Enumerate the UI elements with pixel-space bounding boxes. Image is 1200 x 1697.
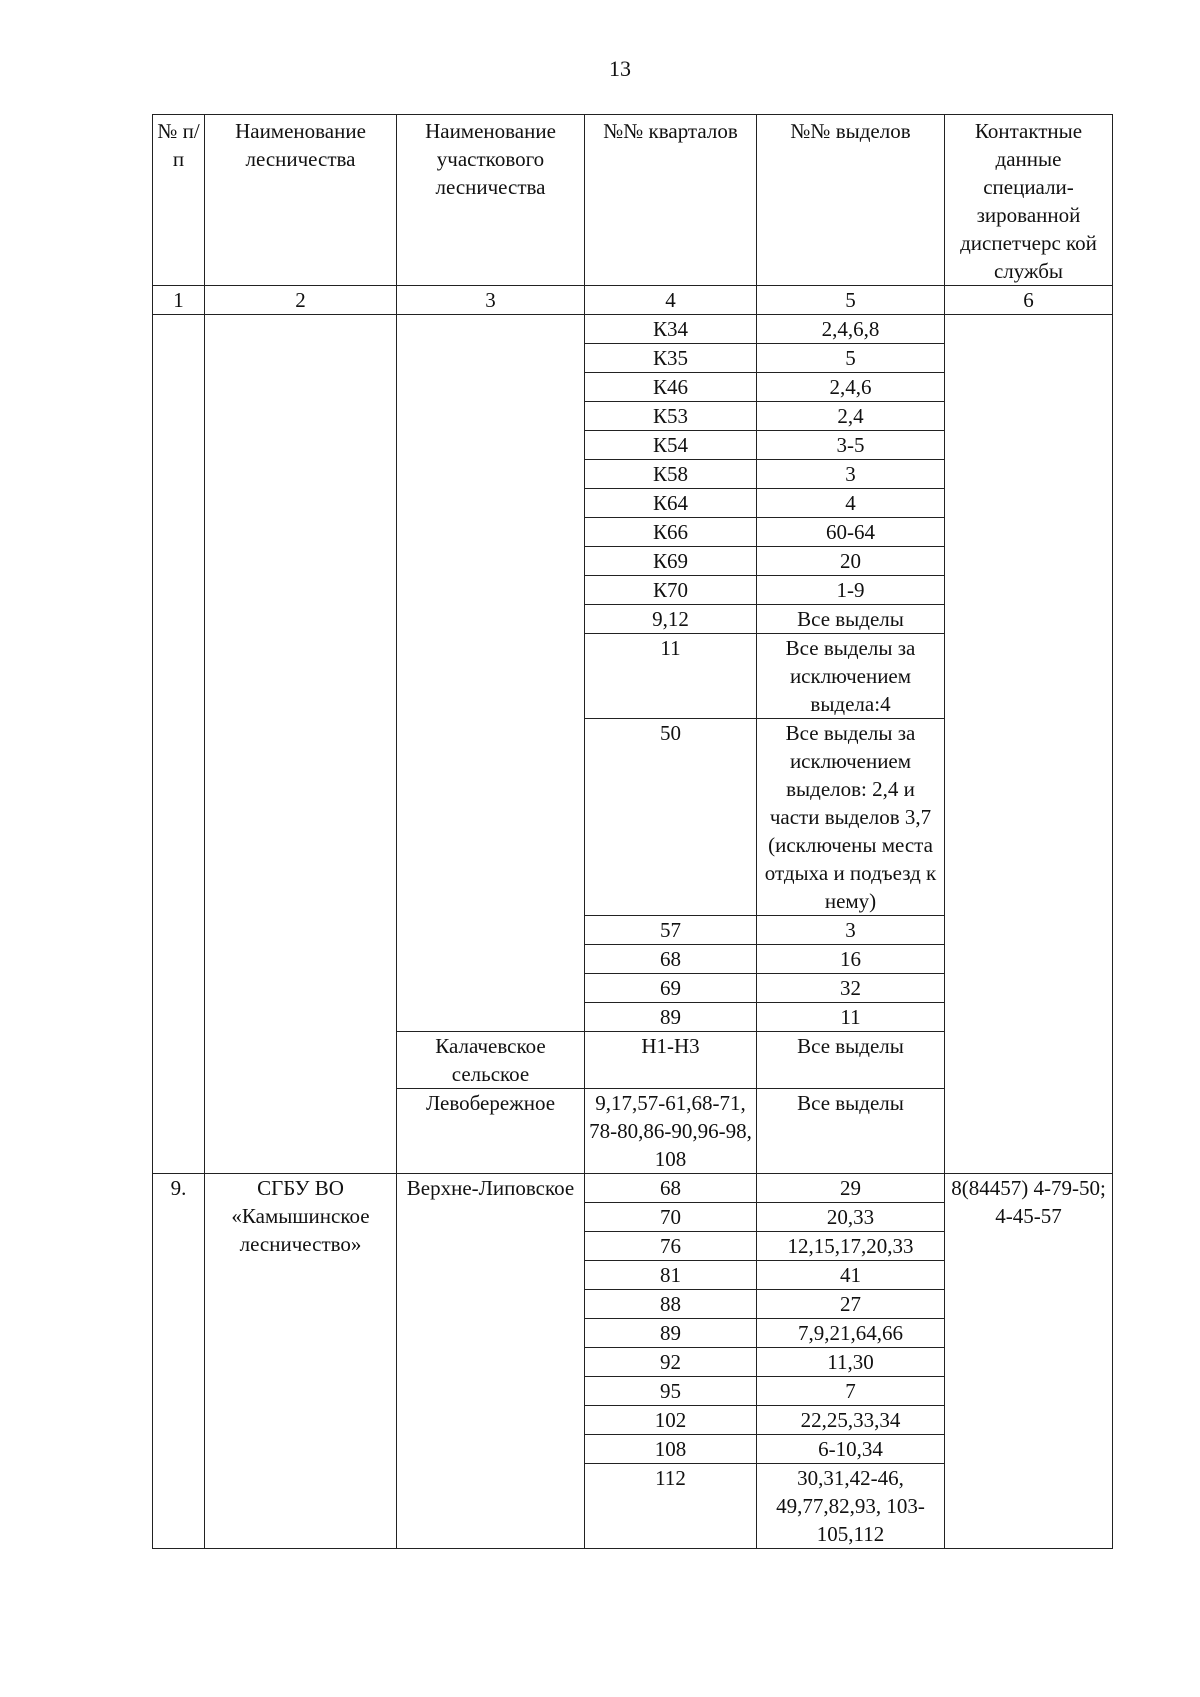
header-number: № п/п	[153, 115, 205, 286]
cell-quarter: 89	[585, 1319, 757, 1348]
cell-quarter: 69	[585, 974, 757, 1003]
cell-contacts-empty	[945, 315, 1113, 1174]
cell-quarter: К66	[585, 518, 757, 547]
cell-allotments: 4	[757, 489, 945, 518]
cell-allotments: 6-10,34	[757, 1435, 945, 1464]
cell-quarter: К53	[585, 402, 757, 431]
column-number: 5	[757, 286, 945, 315]
cell-district-empty	[397, 315, 585, 1032]
column-number: 3	[397, 286, 585, 315]
cell-quarter: К54	[585, 431, 757, 460]
cell-district-levober: Левобережное	[397, 1089, 585, 1174]
header-district-forestry-name: Наименование участкового лесничества	[397, 115, 585, 286]
table-row	[153, 1174, 1113, 1203]
cell-forestry-name: СГБУ ВО «Камышинское лесничество»	[205, 1174, 397, 1549]
cell-allotments: Все выделы за исключением выделов: 2,4 и части выделов 3,7 (исключены места отдыха и подъезд к нему)	[757, 719, 945, 916]
cell-quarter: 88	[585, 1290, 757, 1319]
cell-allotments: 22,25,33,34	[757, 1406, 945, 1435]
cell-allotments: 3-5	[757, 431, 945, 460]
header-contacts: Контактные данные специали-зированной диспетчерс кой службы	[945, 115, 1113, 286]
header-quarters: №№ кварталов	[585, 115, 757, 286]
table-row	[153, 315, 1113, 344]
cell-allotments: Все выделы	[757, 1089, 945, 1174]
cell-allotments: 20,33	[757, 1203, 945, 1232]
cell-allotments: 30,31,42-46, 49,77,82,93, 103-105,112	[757, 1464, 945, 1549]
cell-quarter: 70	[585, 1203, 757, 1232]
cell-quarter: 68	[585, 1174, 757, 1203]
header-row	[153, 115, 1113, 286]
cell-allotments: 2,4,6	[757, 373, 945, 402]
cell-quarter: 95	[585, 1377, 757, 1406]
header-forestry-name: Наименование лесничества	[205, 115, 397, 286]
cell-allotments: 5	[757, 344, 945, 373]
cell-quarter: 68	[585, 945, 757, 974]
column-number: 2	[205, 286, 397, 315]
cell-quarter: 102	[585, 1406, 757, 1435]
cell-allotments: 20	[757, 547, 945, 576]
cell-allotments: 3	[757, 460, 945, 489]
cell-allotments: 2,4,6,8	[757, 315, 945, 344]
cell-quarter: К70	[585, 576, 757, 605]
cell-quarter: К69	[585, 547, 757, 576]
column-number: 4	[585, 286, 757, 315]
forest-table	[152, 114, 1113, 1549]
cell-quarter: К46	[585, 373, 757, 402]
cell-allotments: 1-9	[757, 576, 945, 605]
cell-allotments: 60-64	[757, 518, 945, 547]
page-number: 13	[609, 56, 631, 81]
cell-allotments: Все выделы	[757, 1032, 945, 1089]
cell-allotments: 7	[757, 1377, 945, 1406]
column-number: 6	[945, 286, 1113, 315]
cell-number-empty	[153, 315, 205, 1174]
cell-allotments: 32	[757, 974, 945, 1003]
cell-allotments: 3	[757, 916, 945, 945]
cell-allotments: 27	[757, 1290, 945, 1319]
cell-quarter: 76	[585, 1232, 757, 1261]
cell-quarter: К35	[585, 344, 757, 373]
cell-quarter: 108	[585, 1435, 757, 1464]
cell-quarter: 9,17,57-61,68-71, 78-80,86-90,96-98, 108	[585, 1089, 757, 1174]
cell-allotments: 11,30	[757, 1348, 945, 1377]
cell-quarter: К64	[585, 489, 757, 518]
cell-number: 9.	[153, 1174, 205, 1549]
cell-allotments: 7,9,21,64,66	[757, 1319, 945, 1348]
column-number-row	[153, 286, 1113, 315]
cell-allotments: 29	[757, 1174, 945, 1203]
cell-allotments: 11	[757, 1003, 945, 1032]
cell-quarter: 57	[585, 916, 757, 945]
cell-allotments: Все выделы	[757, 605, 945, 634]
cell-forestry-empty	[205, 315, 397, 1174]
cell-allotments: 2,4	[757, 402, 945, 431]
cell-allotments: Все выделы за исключением выдела:4	[757, 634, 945, 719]
cell-quarter: Н1-Н3	[585, 1032, 757, 1089]
cell-quarter: 92	[585, 1348, 757, 1377]
cell-quarter: 81	[585, 1261, 757, 1290]
cell-quarter: 9,12	[585, 605, 757, 634]
cell-quarter: 11	[585, 634, 757, 719]
cell-allotments: 12,15,17,20,33	[757, 1232, 945, 1261]
cell-allotments: 16	[757, 945, 945, 974]
cell-contacts: 8(84457) 4-79-50; 4-45-57	[945, 1174, 1113, 1549]
cell-quarter: 89	[585, 1003, 757, 1032]
cell-quarter: К34	[585, 315, 757, 344]
column-number: 1	[153, 286, 205, 315]
cell-allotments: 41	[757, 1261, 945, 1290]
cell-quarter: К58	[585, 460, 757, 489]
header-allotments: №№ выделов	[757, 115, 945, 286]
cell-quarter: 112	[585, 1464, 757, 1549]
cell-quarter: 50	[585, 719, 757, 916]
cell-district-name: Верхне-Липовское	[397, 1174, 585, 1549]
cell-district-kalach: Калачевское сельское	[397, 1032, 585, 1089]
